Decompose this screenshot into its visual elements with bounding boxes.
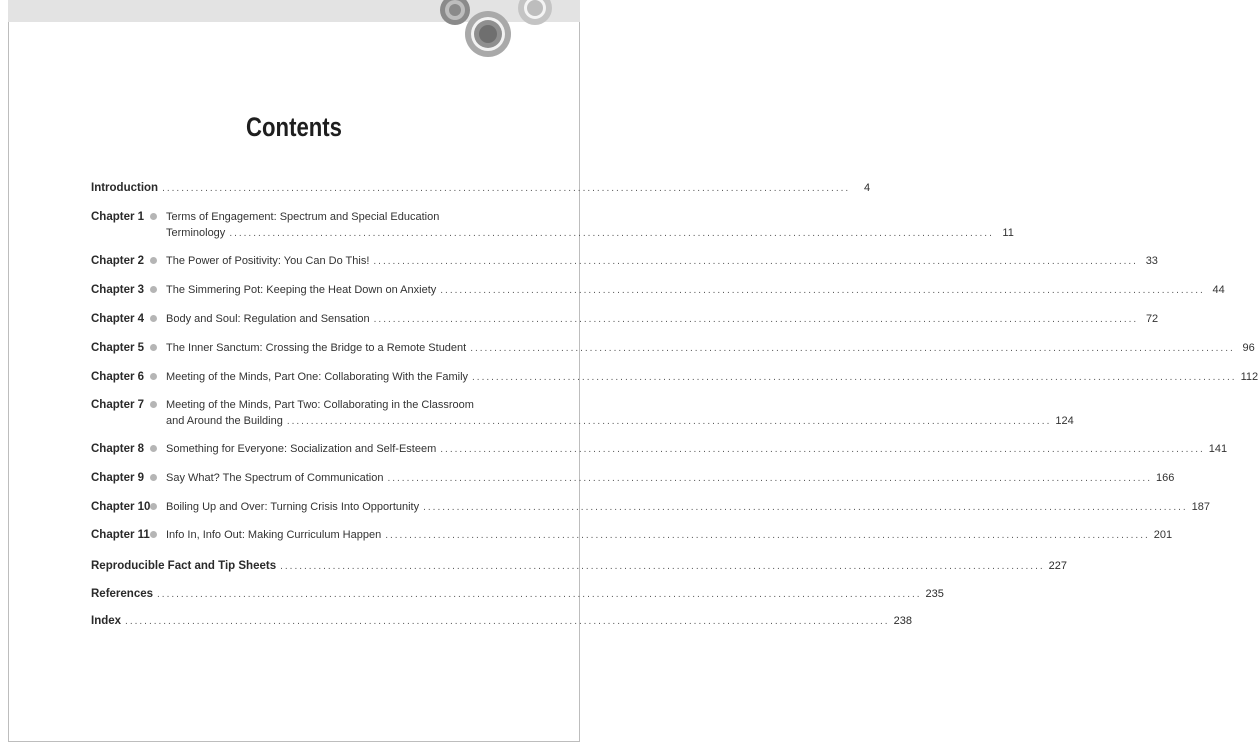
bullet-icon: [150, 213, 157, 220]
chapter-number: Chapter 5: [91, 342, 145, 354]
chapter-page-number: 201: [1153, 529, 1173, 541]
leader-dots: ................................................................................................................................................................: [280, 561, 1045, 572]
leader-dots: ................................................................................................................................................................: [125, 616, 890, 627]
back-matter-page-number: 235: [925, 588, 944, 600]
bullet-icon: [150, 315, 157, 322]
chapter-title-line: The Simmering Pot: Keeping the Heat Down on Anxiety: [166, 284, 437, 296]
bullet-icon: [150, 445, 157, 452]
chapter-page-number: 44: [1212, 284, 1225, 296]
chapter-page-number: 141: [1208, 443, 1228, 455]
leader-dots: ................................................................................................................................................................: [472, 372, 1237, 383]
chapter-page-number: 166: [1155, 472, 1175, 484]
chapter-number: Chapter 11: [91, 529, 150, 541]
chapter-number: Chapter 1: [91, 211, 145, 223]
leader-dots: ................................................................................................................................................................: [440, 285, 1205, 296]
back-matter-label: References: [91, 588, 154, 600]
chapter-page-number: 72: [1145, 313, 1159, 325]
chapter-title-line: Something for Everyone: Socialization and Self-Esteem: [166, 443, 437, 455]
chapter-title-line: Say What? The Spectrum of Communication: [166, 472, 384, 484]
bullet-icon: [150, 257, 157, 264]
chapter-page-number: 124: [1055, 415, 1074, 427]
chapter-entry: [166, 470, 1175, 486]
introduction-label: Introduction: [91, 182, 159, 194]
chapter-title-line: and Around the Building: [166, 415, 283, 427]
leader-dots: ................................................................................................................................................................: [373, 314, 1139, 325]
chapter-number: Chapter 10: [91, 501, 151, 513]
bullet-icon: [150, 474, 157, 481]
back-matter-page-number: 238: [893, 615, 912, 627]
bullet-icon: [150, 373, 157, 380]
chapter-title-line: The Inner Sanctum: Crossing the Bridge to a Remote Student: [166, 342, 467, 354]
leader-dots: ................................................................................................................................................................: [373, 256, 1138, 267]
bullet-icon: [150, 531, 157, 538]
chapter-entry: [166, 527, 1173, 543]
chapter-page-number: 112: [1240, 371, 1258, 383]
leader-dots: ................................................................................................................................................................: [385, 530, 1150, 541]
bullet-icon: [150, 344, 157, 351]
chapter-number: Chapter 9: [91, 472, 145, 484]
chapter-page-number: 11: [1002, 227, 1014, 239]
back-matter-label: Index: [91, 615, 122, 627]
chapter-number: Chapter 8: [91, 443, 145, 455]
leader-dots: ................................................................................................................................................: [162, 183, 851, 194]
chapter-title-line: Boiling Up and Over: Turning Crisis Into Opportunity: [166, 501, 420, 513]
chapter-entry: [166, 311, 1159, 327]
chapter-entry: [166, 369, 1258, 385]
bullet-icon: [150, 503, 157, 510]
chapter-entry: [166, 282, 1225, 298]
chapter-entry: [166, 397, 1074, 429]
leader-dots: ................................................................................................................................................................: [229, 228, 994, 239]
chapter-number: Chapter 2: [91, 255, 145, 267]
chapter-number: Chapter 7: [91, 399, 145, 411]
leader-dots: ................................................................................................................................................................: [440, 444, 1205, 455]
page-title: Contents: [246, 112, 342, 142]
chapter-title-line: Meeting of the Minds, Part Two: Collaborating in the Classroom: [166, 399, 474, 411]
chapter-entry: [166, 340, 1255, 356]
chapter-title-line: Body and Soul: Regulation and Sensation: [166, 313, 370, 325]
chapter-entry: [166, 253, 1158, 269]
bullet-icon: [150, 401, 157, 408]
chapter-page-number: 187: [1191, 501, 1211, 513]
decorative-circles: [0, 0, 588, 70]
chapter-entry: [166, 441, 1228, 457]
chapter-number: Chapter 6: [91, 371, 145, 383]
bullet-icon: [150, 286, 157, 293]
back-matter-page-number: 227: [1048, 560, 1067, 572]
chapter-page-number: 33: [1145, 255, 1158, 267]
leader-dots: ................................................................................................................................................................: [470, 343, 1235, 354]
chapter-number: Chapter 4: [91, 313, 145, 325]
chapter-entry: [166, 499, 1211, 515]
introduction-page: 4: [864, 182, 871, 194]
chapter-title-line: The Power of Positivity: You Can Do This!: [166, 255, 370, 267]
leader-dots: ................................................................................................................................................................: [157, 589, 922, 600]
leader-dots: ................................................................................................................................................................: [387, 473, 1152, 484]
leader-dots: ................................................................................................................................................................: [423, 502, 1188, 513]
chapter-page-number: 96: [1242, 342, 1255, 354]
chapter-title-line: Terms of Engagement: Spectrum and Special Education: [166, 211, 440, 223]
chapter-title-line: Info In, Info Out: Making Curriculum Happen: [166, 529, 382, 541]
chapter-entry: [166, 209, 1014, 241]
back-matter-label: Reproducible Fact and Tip Sheets: [91, 560, 277, 572]
leader-dots: ................................................................................................................................................................: [286, 416, 1052, 427]
chapter-title-line: Meeting of the Minds, Part One: Collaborating With the Family: [166, 371, 469, 383]
chapter-number: Chapter 3: [91, 284, 145, 296]
chapter-title-line: Terminology: [166, 227, 226, 239]
